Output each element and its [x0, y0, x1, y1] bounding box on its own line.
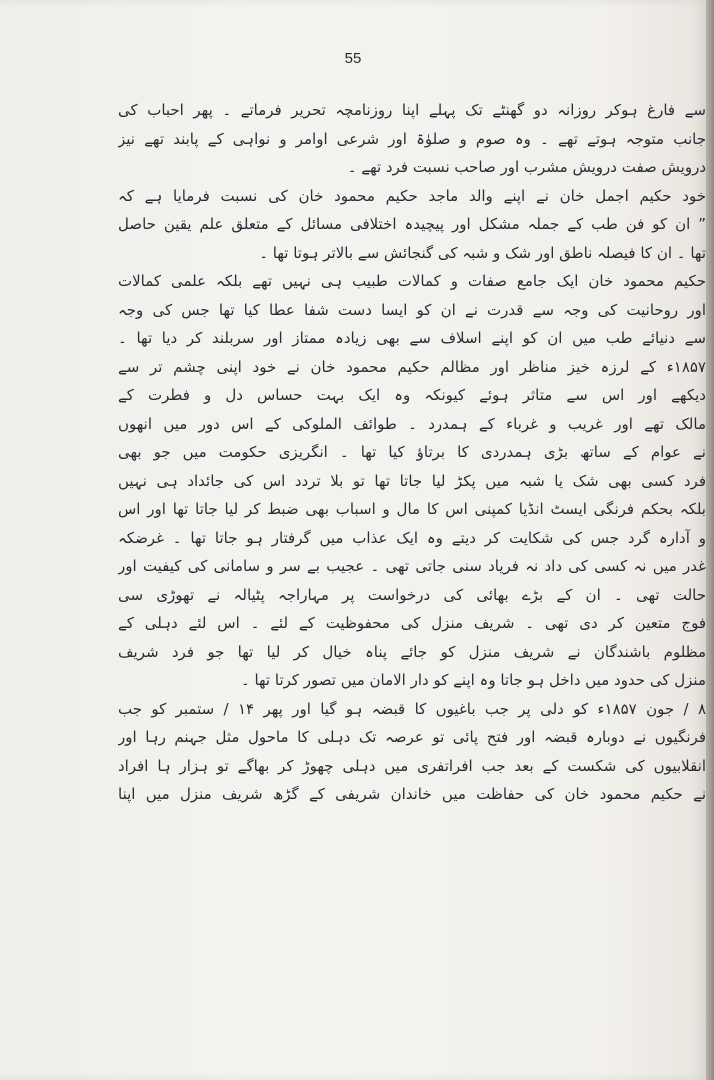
- text-line: فرنگیوں نے دوبارہ قبضہ اور فتح پائی تو عرصہ تک دہلی کا ماحول مثل جہنم رہا اور: [118, 728, 706, 746]
- text-line: سے دنیائے طب میں ان کو اپنے اسلاف سے بھی زیادہ ممتاز اور سربلند کر دیا تھا ۔: [118, 329, 706, 347]
- text-line: بلکہ بحکم فرنگی ایسٹ انڈیا کمپنی اس کا مال و اسباب بھی ضبط کر لیا جاتا تھا اور اس: [118, 500, 706, 518]
- text-line: نے عوام کے ساتھ بڑی ہمدردی کا برتاؤ کیا تھا ۔ انگریزی حکومت میں جو بھی: [118, 443, 706, 461]
- text-line: ” ان کو فن طب کے جملہ مشکل اور پیچیدہ اختلافی مسائل کے متعلق علم یقین حاصل: [118, 215, 706, 233]
- text-line: جانب متوجہ ہوتے تھے ۔ وہ صوم و صلوٰۃ اور شرعی اوامر و نواہی کے پابند تھے نیز: [118, 129, 706, 148]
- text-line: درویش صفت درویش مشرب اور صاحب نسبت فرد تھے ۔: [347, 158, 706, 176]
- text-line: ۱۸۵۷ء کے لرزہ خیز مناظر اور مظالم حکیم محمود خان نے خود اپنی چشم تر سے: [118, 357, 706, 376]
- text-line: انقلابیوں کی شکست کے بعد جب افراتفری میں دہلی چھوڑ کر بھاگے تو ہزار ہا افراد: [118, 756, 706, 775]
- text-line: ۸ / جون ۱۸۵۷ء کو دلی پر جب باغیوں کا قبضہ ہو گیا اور پھر ۱۴ / ستمبر کو جب: [118, 699, 706, 718]
- page-number: 55: [344, 50, 362, 67]
- text-line: نے حکیم محمود خان کی حفاظت میں خاندان شریفی کے گڑھ شریف منزل میں اپنا: [118, 785, 706, 803]
- text-line: دیکھے اور اس سے متاثر ہوئے کیونکہ وہ ایک بہت حساس دل و فطرت کے: [118, 386, 706, 404]
- text-line: حکیم محمود خان ایک جامع صفات و کمالات طبیب ہی نہیں تھے بلکہ علمی کمالات: [118, 272, 706, 290]
- text-line: سے فارغ ہوکر روزانہ دو گھنٹے تک پہلے اپنا روزنامچہ تحریر فرماتے ۔ پھر احباب کی: [118, 101, 706, 119]
- text-line: منزل کی حدود میں داخل ہو جاتا وہ اپنے کو دار الامان میں تصور کرتا تھا ۔: [240, 671, 706, 689]
- text-line: مظلوم باشندگان نے شریف منزل کو جائے پناہ خیال کر لیا تھا جو فرد شریف: [118, 642, 706, 661]
- text-line: تھا ۔ ان کا فیصلہ ناطق اور شک و شبہ کی گنجائش سے بالاتر ہوتا تھا ۔: [259, 243, 706, 262]
- text-line: و آدارہ گرد جس کی شکایت کر دیتے وہ ایک عذاب میں گرفتار ہو جاتا تھا ۔ غرضکہ: [118, 528, 706, 547]
- page-body-text: [118, 96, 706, 809]
- text-line: مالک تھے اور غریب و غرباء کے ہمدرد ۔ طوائف الملوکی کے اس دور میں انھوں: [118, 414, 706, 433]
- text-line: غدر میں نہ کسی کی داد نہ فریاد سنی جاتی تھی ۔ عجیب بے سر و سامانی کی کیفیت اور: [118, 557, 706, 575]
- text-line: فرد کسی بھی شک یا شبہ میں پکڑ لیا جاتا تھا تو بلا تردد اس کی جائداد ہی نہیں: [118, 471, 706, 490]
- text-line: خود حکیم اجمل خان نے اپنے والد ماجد حکیم محمود خان کی نسبت فرمایا ہے کہ: [118, 186, 706, 205]
- text-line: فوج متعین کر دی تھی ۔ شریف منزل کی محفوظیت کے لئے ۔ اس لئے دہلی کے: [118, 614, 706, 632]
- page-edge: [706, 0, 714, 1080]
- text-line: حالت تھی ۔ ان کے بڑے بھائی کی درخواست پر مہاراجہ پٹیالہ نے تھوڑی سی: [118, 585, 706, 604]
- text-line: اور روحانیت کی وجہ سے قدرت نے ان کو ایسا دست شفا عطا کیا تھا جس کی وجہ: [118, 300, 706, 319]
